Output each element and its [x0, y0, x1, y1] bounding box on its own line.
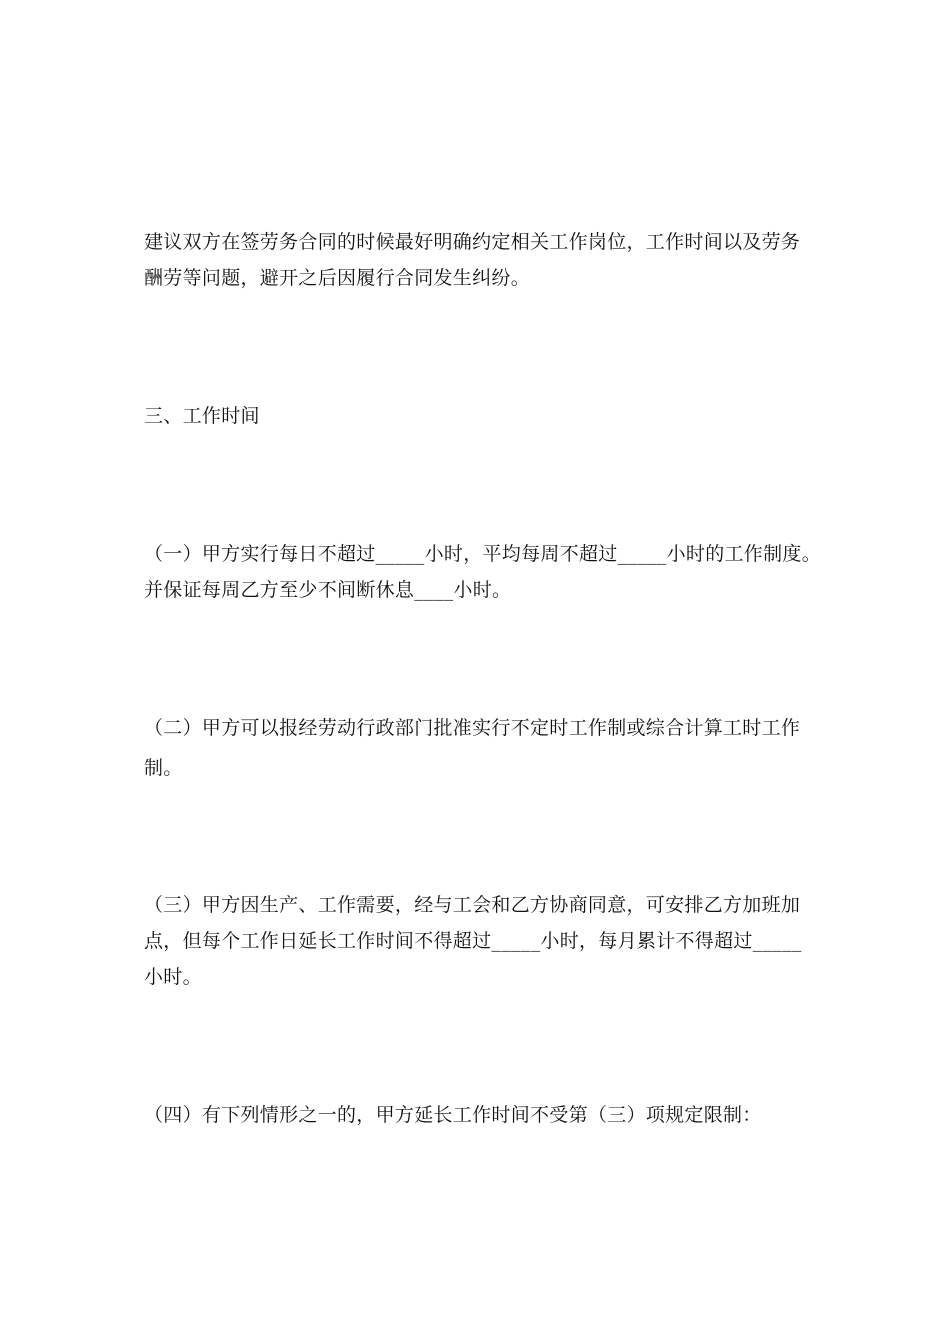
advice-paragraph-line-2: 酬劳等问题，避开之后因履行合同发生纠纷。: [144, 267, 531, 289]
clause-2-line-1: （二）甲方可以报经劳动行政部门批准实行不定时工作制或综合计算工时工作: [144, 717, 801, 739]
clause-3-line-1: （三）甲方因生产、工作需要，经与工会和乙方协商同意，可安排乙方加班加: [144, 894, 801, 916]
advice-paragraph-line-1: 建议双方在签劳务合同的时候最好明确约定相关工作岗位，工作时间以及劳务: [144, 231, 801, 253]
section-heading: 三、工作时间: [144, 405, 260, 427]
clause-1-line-1: （一）甲方实行每日不超过_____小时，平均每周不超过_____小时的工作制度。: [144, 543, 822, 565]
clause-3-line-2: 点，但每个工作日延长工作时间不得超过_____小时，每月累计不得超过_____: [144, 930, 802, 952]
clause-4-line-1: （四）有下列情形之一的，甲方延长工作时间不受第（三）项规定限制：: [144, 1104, 762, 1126]
clause-3-line-3: 小时。: [144, 966, 202, 988]
clause-1-line-2: 并保证每周乙方至少不间断休息____小时。: [144, 579, 512, 601]
clause-2-line-2: 制。: [144, 757, 183, 779]
